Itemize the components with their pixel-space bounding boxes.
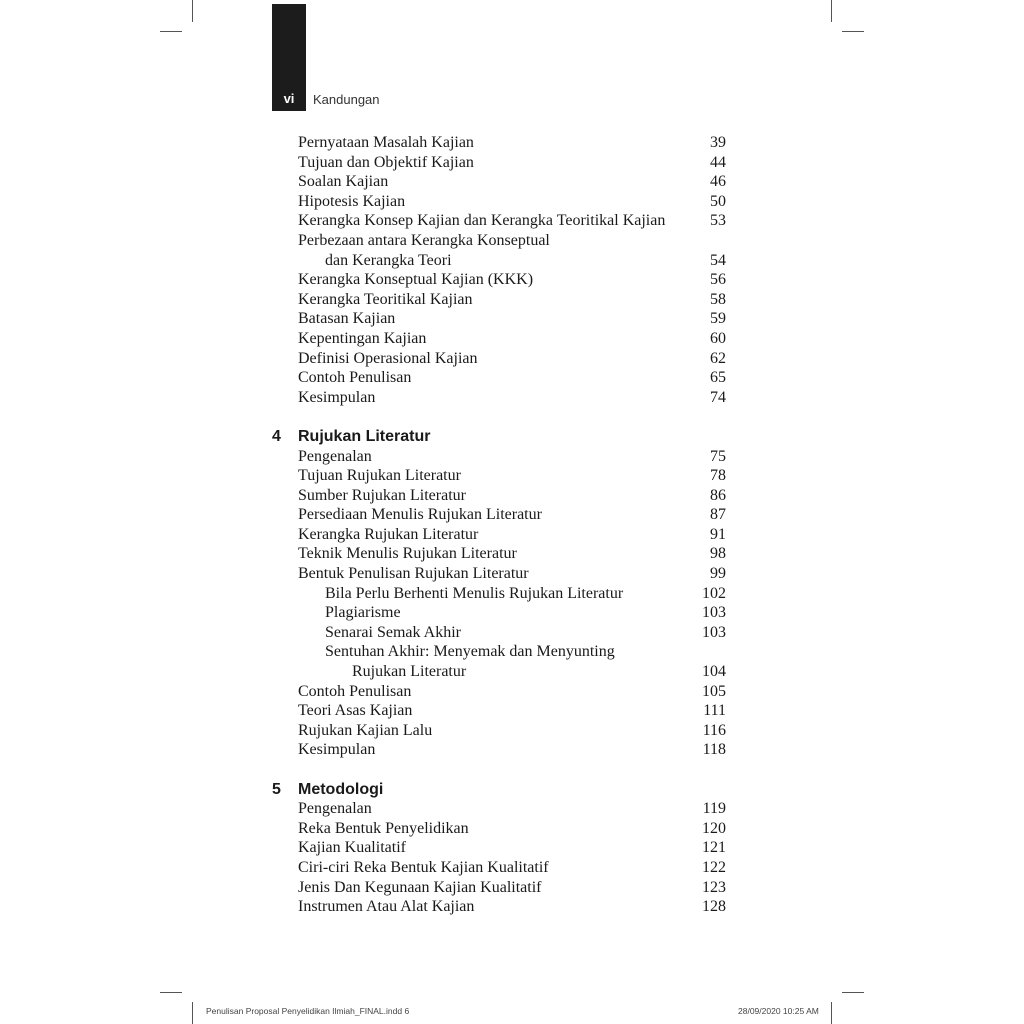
toc-entry-page: 118 — [702, 741, 726, 759]
toc-entry-label: Plagiarisme — [325, 604, 401, 622]
crop-mark — [842, 992, 864, 993]
toc-entry — [0, 858, 1024, 878]
toc-entry — [0, 897, 1024, 917]
crop-mark — [160, 31, 182, 32]
toc-entry — [0, 192, 1024, 212]
chapter-heading — [0, 427, 1024, 447]
crop-mark — [160, 992, 182, 993]
toc-entry-label: Kajian Kualitatif — [298, 839, 406, 857]
toc-entry-label: Contoh Penulisan — [298, 369, 412, 387]
toc-entry — [0, 133, 1024, 153]
toc-entry-label: Kerangka Konseptual Kajian (KKK) — [298, 271, 534, 289]
toc-entry-page: 78 — [710, 467, 726, 485]
toc-entry-label: Sentuhan Akhir: Menyemak dan Menyunting — [325, 643, 615, 661]
toc-entry-page: 50 — [710, 192, 726, 210]
toc-entry-page: 99 — [710, 565, 726, 583]
toc-entry — [0, 172, 1024, 192]
toc-entry — [0, 584, 1024, 604]
toc-entry — [0, 701, 1024, 721]
toc-entry-page: 91 — [710, 525, 726, 543]
crop-mark — [842, 31, 864, 32]
toc-entry — [0, 290, 1024, 310]
toc-entry — [0, 329, 1024, 349]
toc-entry-label: Perbezaan antara Kerangka Konseptual — [298, 231, 550, 249]
toc-entry-label: Jenis Dan Kegunaan Kajian Kualitatif — [298, 878, 542, 896]
toc-entry — [0, 447, 1024, 467]
toc-entry — [0, 388, 1024, 408]
toc-entry — [0, 838, 1024, 858]
toc-entry-page: 58 — [710, 290, 726, 308]
toc-entry-label: Kesimpulan — [298, 388, 376, 406]
toc-entry-page: 105 — [702, 682, 726, 700]
toc-entry-label: Reka Bentuk Penyelidikan — [298, 819, 469, 837]
toc-entry-page: 128 — [702, 898, 726, 916]
toc-entry — [0, 662, 1024, 682]
toc-entry — [0, 819, 1024, 839]
toc-entry-page: 46 — [710, 173, 726, 191]
chapter-number: 4 — [272, 427, 281, 445]
toc-entry-label: Tujuan dan Objektif Kajian — [298, 153, 474, 171]
toc-entry-label: Rujukan Kajian Lalu — [298, 721, 433, 739]
toc-entry-label: Kerangka Konsep Kajian dan Kerangka Teoritikal Kajian — [298, 212, 666, 230]
toc-entry-label: Bentuk Penulisan Rujukan Literatur — [298, 565, 529, 583]
toc-entry-label: Pernyataan Masalah Kajian — [298, 134, 474, 151]
running-head: Kandungan — [313, 92, 380, 107]
toc-entry-label: Pengenalan — [298, 800, 372, 818]
toc-entry — [0, 525, 1024, 545]
toc-entry-page: 98 — [710, 545, 726, 563]
toc-entry-label: Persediaan Menulis Rujukan Literatur — [298, 506, 542, 524]
toc-entry-label: Kerangka Teoritikal Kajian — [298, 290, 473, 308]
toc-entry-page: 39 — [710, 134, 726, 151]
toc-entry-label: Teknik Menulis Rujukan Literatur — [298, 545, 517, 563]
toc-entry-page: 44 — [710, 153, 726, 171]
toc-entry-page: 102 — [702, 584, 726, 602]
toc-entry — [0, 368, 1024, 388]
toc-entry-page: 56 — [710, 271, 726, 289]
toc-entry — [0, 231, 1024, 251]
toc-entry — [0, 466, 1024, 486]
chapter-number: 5 — [272, 780, 281, 798]
toc-entry-label: Definisi Operasional Kajian — [298, 349, 478, 367]
toc-entry-label: Rujukan Literatur — [352, 663, 467, 681]
crop-mark — [831, 1002, 832, 1024]
toc-entry — [0, 486, 1024, 506]
chapter-title: Metodologi — [298, 780, 384, 798]
crop-mark — [192, 0, 193, 22]
toc-entry-label: Pengenalan — [298, 447, 372, 465]
toc-entry-page: 111 — [703, 702, 726, 720]
crop-mark — [192, 1002, 193, 1024]
toc-entry-page: 120 — [702, 819, 726, 837]
toc-entry-page: 122 — [702, 858, 726, 876]
toc-entry-label: Hipotesis Kajian — [298, 192, 406, 210]
page-number: vi — [283, 91, 295, 106]
chapter-heading — [0, 780, 1024, 800]
toc-entry-label: dan Kerangka Teori — [325, 251, 452, 269]
toc-entry-label: Teori Asas Kajian — [298, 702, 413, 720]
toc-entry-page: 62 — [710, 349, 726, 367]
toc-entry — [0, 623, 1024, 643]
toc-entry-label: Senarai Semak Akhir — [325, 623, 461, 641]
toc-entry-page: 104 — [702, 663, 726, 681]
toc-entry-page: 103 — [702, 623, 726, 641]
toc-entry-label: Kerangka Rujukan Literatur — [298, 525, 479, 543]
table-of-contents — [0, 133, 1024, 917]
toc-entry-label: Contoh Penulisan — [298, 682, 412, 700]
toc-entry-label: Bila Perlu Berhenti Menulis Rujukan Literatur — [325, 584, 624, 602]
toc-entry — [0, 682, 1024, 702]
toc-entry — [0, 603, 1024, 623]
toc-entry-page: 123 — [702, 878, 726, 896]
toc-entry — [0, 211, 1024, 231]
toc-entry-page: 60 — [710, 329, 726, 347]
chapter-title: Rujukan Literatur — [298, 427, 431, 445]
toc-entry — [0, 153, 1024, 173]
toc-entry — [0, 309, 1024, 329]
toc-entry — [0, 270, 1024, 290]
toc-entry-page: 116 — [702, 721, 726, 739]
toc-entry-page: 87 — [710, 506, 726, 524]
toc-entry-label: Kepentingan Kajian — [298, 329, 427, 347]
toc-entry-page: 74 — [710, 388, 726, 406]
toc-entry-page: 54 — [710, 251, 726, 269]
toc-entry-page: 59 — [710, 310, 726, 328]
toc-entry — [0, 564, 1024, 584]
toc-entry — [0, 544, 1024, 564]
toc-entry-label: Instrumen Atau Alat Kajian — [298, 898, 475, 916]
toc-entry-page: 75 — [710, 447, 726, 465]
toc-entry-page: 86 — [710, 486, 726, 504]
toc-entry-label: Sumber Rujukan Literatur — [298, 486, 466, 504]
toc-entry — [0, 878, 1024, 898]
crop-mark — [831, 0, 832, 22]
toc-entry — [0, 349, 1024, 369]
toc-entry-page: 53 — [710, 212, 726, 230]
toc-entry-page: 65 — [710, 369, 726, 387]
footer-file-slug: Penulisan Proposal Penyelidikan Ilmiah_FINAL.indd 6 — [206, 1006, 410, 1016]
toc-entry — [0, 721, 1024, 741]
toc-entry-page: 119 — [702, 800, 726, 818]
toc-entry-label: Batasan Kajian — [298, 310, 396, 328]
toc-entry-label: Tujuan Rujukan Literatur — [298, 467, 461, 485]
toc-entry-label: Kesimpulan — [298, 741, 376, 759]
toc-entry — [0, 740, 1024, 760]
footer-timestamp: 28/09/2020 10:25 AM — [738, 1006, 819, 1016]
toc-entry-page: 121 — [702, 839, 726, 857]
toc-entry-page: 103 — [702, 604, 726, 622]
toc-entry — [0, 642, 1024, 662]
toc-entry-label: Ciri-ciri Reka Bentuk Kajian Kualitatif — [298, 858, 549, 876]
toc-entry — [0, 251, 1024, 271]
toc-entry — [0, 799, 1024, 819]
toc-entry-label: Soalan Kajian — [298, 173, 389, 191]
toc-entry — [0, 505, 1024, 525]
